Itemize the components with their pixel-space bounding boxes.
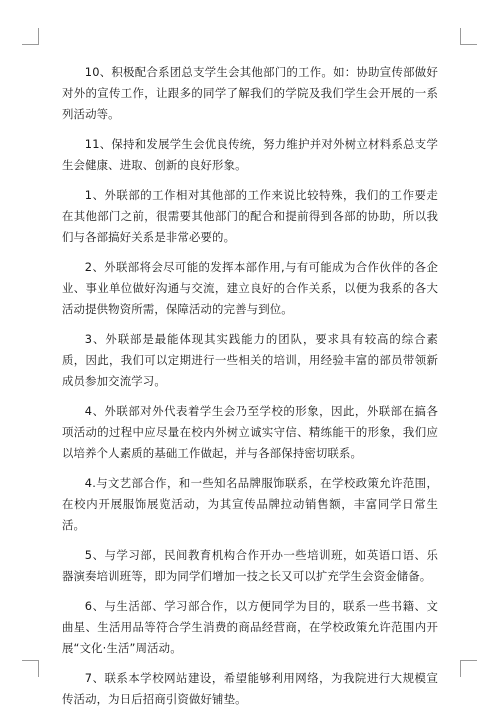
crop-mark-top-left [22,28,39,45]
crop-mark-bottom-left [22,660,39,677]
paragraph: 4.与文艺部合作，和一些知名品牌服饰联系，在学校政策允许范围，在校内开展服饰展览活动，为其宣传品牌拉动销售额，丰富同学日常生活。 [62,476,438,532]
paragraph: 7、联系本学校网站建设，希望能够利用网络，为我院进行大规模宣传活动，为日后招商引资做好铺垫。 [62,671,438,706]
paragraph: 5、与学习部，民间教育机构合作开办一些培训班，如英语口语、乐器演奏培训班等，即为同学们增加一技之长又可以扩充学生会资金储备。 [62,548,438,583]
paragraph: 6、与生活部、学习部合作，以方便同学为目的，联系一些书籍、文曲星、生活用品等符合学生消费的商品经营商，在学校政策允许范围内开展“文化·生活”周活动。 [62,599,438,655]
crop-mark-bottom-right [460,660,477,677]
paragraph: 11、保持和发展学生会优良传统，努力维护并对外树立材料系总支学生会健康、进取、创新的良好形象。 [62,137,438,172]
paragraph: 10、积极配合系团总支学生会其他部门的工作。如：协助宣传部做好对外的宣传工作，让跟多的同学了解我们的学院及我们学生会开展的一系列活动等。 [62,65,438,121]
paragraph: 1、外联部的工作相对其他部的工作来说比较特殊，我们的工作要走在其他部门之前，很需要其他部门的配合和提前得到各部的协助，所以我们与各部搞好关系是非常必要的。 [62,188,438,244]
paragraph: 4、外联部对外代表着学生会乃至学校的形象，因此，外联部在搞各项活动的过程中应尽量在校内外树立诚实守信、精练能干的形象，我们应以培养个人素质的基础工作做起，并与各部保持密切联系。 [62,404,438,460]
document-body [62,62,438,719]
paragraph: 2、外联部将会尽可能的发挥本部作用,与有可能成为合作伙伴的各企业、事业单位做好沟通与交流，建立良好的合作关系，以便为我系的各大活动提供物资所需，保障活动的完善与到位。 [62,260,438,316]
paragraph: 3、外联部是最能体现其实践能力的团队，要求具有较高的综合素质，因此，我们可以定期进行一些相关的培训，用经验丰富的部员带领新成员参加交流学习。 [62,332,438,388]
crop-mark-top-right [460,28,477,45]
